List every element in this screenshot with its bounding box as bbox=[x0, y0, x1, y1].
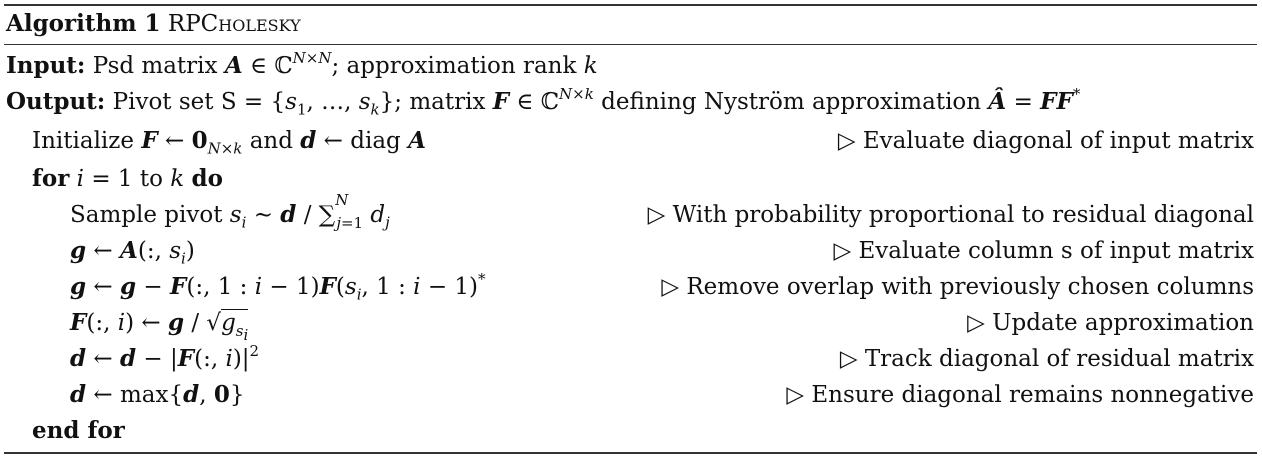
algorithm-line-overlap bbox=[0, 270, 1254, 304]
top-rule bbox=[4, 4, 1257, 6]
algorithm-line-init bbox=[0, 124, 1254, 158]
comment: ▷ Track diagonal of residual matrix bbox=[839, 346, 1254, 372]
output-line bbox=[6, 85, 1254, 119]
statement: end for bbox=[32, 417, 125, 444]
statement: d ← max{d, 0} bbox=[70, 381, 245, 408]
comment-triangle-icon: ▷ bbox=[839, 346, 858, 372]
comment: ▷ With probability proportional to residual diagonal bbox=[647, 202, 1254, 228]
statement: d ← d − |F(:, $i)|^2$ bbox=[70, 342, 260, 372]
input-text: Psd matrix A ∈ ℂ$^{N\times N}$; approximation rank k bbox=[92, 49, 598, 79]
comment-triangle-icon: ▷ bbox=[661, 274, 680, 300]
comment: ▷ Update approximation bbox=[967, 310, 1254, 336]
algorithm-line-endfor bbox=[0, 414, 1254, 448]
algorithm-line-column bbox=[0, 234, 1254, 268]
statement: Initialize F ← $0_{N\times k}$ and d ← diag A bbox=[32, 127, 426, 158]
algorithm-label: Algorithm 1 bbox=[6, 10, 161, 37]
algorithm-line-sample bbox=[0, 191, 1254, 232]
comment-triangle-icon: ▷ bbox=[647, 202, 666, 228]
statement: g ← A(:, $s_i$) bbox=[70, 237, 195, 268]
comment: ▷ Remove overlap with previously chosen columns bbox=[661, 274, 1254, 300]
comment: ▷ Evaluate diagonal of input matrix bbox=[837, 128, 1254, 154]
comment-triangle-icon: ▷ bbox=[967, 310, 985, 336]
input-line bbox=[6, 49, 1254, 83]
output-text: Pivot set $S = \{s_1$, …, $s_k$}; matrix F ∈ ℂ$^{N\times k}$ defining Nyström approximation Â = FF* bbox=[112, 85, 1081, 119]
statement: Sample pivot $s_i$ ∼ d / ∑$^N_{j=1}$ $d_j$ bbox=[70, 191, 390, 232]
algorithm-line-clip bbox=[0, 378, 1254, 412]
algorithm-name: RPCholesky bbox=[167, 11, 301, 37]
comment: ▷ Ensure diagonal remains nonnegative bbox=[786, 382, 1254, 408]
statement: g ← g − F(:, 1 : $i - 1)F(s_i$, 1 : i − 1)* bbox=[70, 270, 486, 304]
statement: for i = 1 to k do bbox=[32, 165, 223, 192]
algorithm-title bbox=[6, 7, 1254, 41]
statement: F(:, i) ← g / $√g_{s_i}$ bbox=[70, 309, 249, 344]
algorithm-line-track bbox=[0, 342, 1254, 376]
comment-triangle-icon: ▷ bbox=[833, 238, 852, 264]
bottom-rule bbox=[4, 452, 1257, 454]
algorithm-line-for bbox=[0, 162, 1254, 196]
comment-triangle-icon: ▷ bbox=[786, 382, 805, 408]
output-label: Output: bbox=[6, 88, 106, 115]
comment: ▷ Evaluate column s of input matrix bbox=[833, 238, 1254, 264]
header-rule bbox=[4, 44, 1257, 45]
comment-triangle-icon: ▷ bbox=[837, 128, 856, 154]
input-label: Input: bbox=[6, 52, 86, 79]
algorithm-line-update bbox=[0, 306, 1254, 344]
